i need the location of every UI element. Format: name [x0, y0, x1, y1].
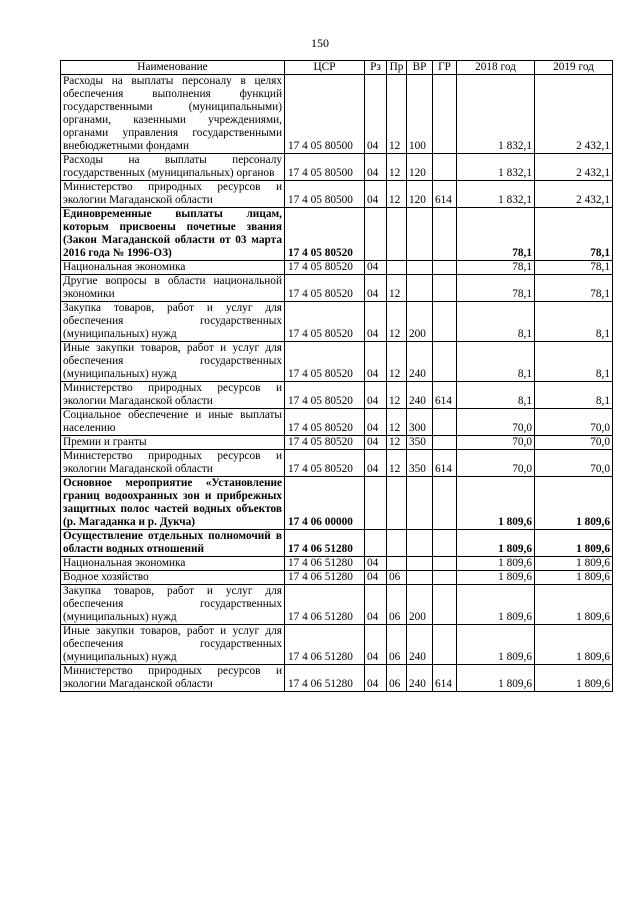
- cell-name: Министерство природных ресурсов и экологии Магаданской области: [61, 181, 285, 208]
- cell-2019: 8,1: [535, 302, 613, 342]
- cell-2019: 1 809,6: [535, 665, 613, 692]
- table-row: [61, 625, 613, 665]
- cell-vr: [407, 571, 433, 585]
- cell-gr: [433, 208, 457, 261]
- cell-rz: 04: [365, 450, 387, 477]
- cell-name: Премии и гранты: [61, 436, 285, 450]
- cell-csr: 17 4 05 80520: [285, 208, 365, 261]
- cell-2018: 8,1: [457, 382, 535, 409]
- cell-pr: 12: [387, 302, 407, 342]
- cell-pr: 06: [387, 571, 407, 585]
- cell-pr: [387, 261, 407, 275]
- cell-rz: 04: [365, 342, 387, 382]
- cell-rz: 04: [365, 571, 387, 585]
- cell-rz: 04: [365, 275, 387, 302]
- budget-table: [60, 60, 613, 692]
- cell-csr: 17 4 05 80520: [285, 342, 365, 382]
- cell-gr: [433, 625, 457, 665]
- cell-pr: 06: [387, 665, 407, 692]
- cell-2019: 1 809,6: [535, 571, 613, 585]
- cell-csr: 17 4 05 80520: [285, 436, 365, 450]
- cell-2018: 1 809,6: [457, 585, 535, 625]
- header-pr: Пр: [387, 61, 407, 75]
- cell-pr: 12: [387, 409, 407, 436]
- cell-2019: 1 809,6: [535, 585, 613, 625]
- cell-pr: [387, 208, 407, 261]
- table-row: [61, 302, 613, 342]
- cell-rz: [365, 208, 387, 261]
- cell-rz: 04: [365, 75, 387, 154]
- table-row: [61, 665, 613, 692]
- cell-gr: [433, 571, 457, 585]
- cell-csr: 17 4 06 51280: [285, 585, 365, 625]
- cell-rz: 04: [365, 557, 387, 571]
- cell-vr: 350: [407, 450, 433, 477]
- cell-vr: 120: [407, 181, 433, 208]
- cell-2019: 1 809,6: [535, 530, 613, 557]
- cell-rz: 04: [365, 154, 387, 181]
- cell-2019: 78,1: [535, 208, 613, 261]
- table-row: [61, 557, 613, 571]
- cell-rz: 04: [365, 585, 387, 625]
- cell-name: Водное хозяйство: [61, 571, 285, 585]
- cell-vr: 200: [407, 302, 433, 342]
- cell-gr: 614: [433, 181, 457, 208]
- table-row: [61, 261, 613, 275]
- cell-rz: 04: [365, 261, 387, 275]
- cell-2018: 70,0: [457, 450, 535, 477]
- cell-csr: 17 4 05 80520: [285, 409, 365, 436]
- cell-csr: 17 4 06 51280: [285, 571, 365, 585]
- cell-rz: 04: [365, 181, 387, 208]
- cell-pr: 12: [387, 342, 407, 382]
- cell-2018: 1 809,6: [457, 571, 535, 585]
- cell-2019: 78,1: [535, 275, 613, 302]
- cell-pr: 12: [387, 154, 407, 181]
- table-row: [61, 75, 613, 154]
- cell-csr: 17 4 06 51280: [285, 665, 365, 692]
- table-header-row: [61, 61, 613, 75]
- header-rz: Рз: [365, 61, 387, 75]
- cell-gr: [433, 275, 457, 302]
- cell-name: Осуществление отдельных полномочий в области водных отношений: [61, 530, 285, 557]
- cell-vr: [407, 208, 433, 261]
- cell-2018: 70,0: [457, 436, 535, 450]
- page-number: 150: [311, 36, 329, 50]
- cell-rz: [365, 477, 387, 530]
- cell-csr: 17 4 06 51280: [285, 557, 365, 571]
- cell-vr: [407, 557, 433, 571]
- cell-csr: 17 4 05 80520: [285, 302, 365, 342]
- cell-2018: 1 809,6: [457, 557, 535, 571]
- cell-2018: 1 809,6: [457, 665, 535, 692]
- cell-vr: 240: [407, 382, 433, 409]
- table-row: [61, 585, 613, 625]
- cell-pr: 12: [387, 436, 407, 450]
- cell-vr: 100: [407, 75, 433, 154]
- cell-csr: 17 4 05 80520: [285, 261, 365, 275]
- header-2019: 2019 год: [535, 61, 613, 75]
- cell-rz: 04: [365, 436, 387, 450]
- cell-gr: [433, 530, 457, 557]
- cell-vr: 120: [407, 154, 433, 181]
- cell-pr: [387, 477, 407, 530]
- cell-rz: 04: [365, 382, 387, 409]
- header-csr: ЦСР: [285, 61, 365, 75]
- table-row: [61, 382, 613, 409]
- cell-rz: 04: [365, 625, 387, 665]
- cell-2018: 1 832,1: [457, 75, 535, 154]
- cell-2018: 78,1: [457, 261, 535, 275]
- cell-csr: 17 4 06 51280: [285, 530, 365, 557]
- cell-vr: 240: [407, 625, 433, 665]
- cell-csr: 17 4 05 80500: [285, 154, 365, 181]
- cell-csr: 17 4 06 51280: [285, 625, 365, 665]
- cell-2018: 70,0: [457, 409, 535, 436]
- cell-vr: 240: [407, 665, 433, 692]
- cell-gr: 614: [433, 665, 457, 692]
- cell-pr: 12: [387, 382, 407, 409]
- cell-gr: [433, 75, 457, 154]
- table-row: [61, 477, 613, 530]
- cell-gr: [433, 585, 457, 625]
- table-row: [61, 208, 613, 261]
- cell-2019: 2 432,1: [535, 154, 613, 181]
- header-2018: 2018 год: [457, 61, 535, 75]
- cell-name: Национальная экономика: [61, 261, 285, 275]
- cell-name: Закупка товаров, работ и услуг для обеспечения государственных (муниципальных) нужд: [61, 302, 285, 342]
- cell-pr: [387, 557, 407, 571]
- cell-gr: [433, 436, 457, 450]
- cell-csr: 17 4 05 80520: [285, 382, 365, 409]
- cell-pr: 06: [387, 585, 407, 625]
- cell-name: Закупка товаров, работ и услуг для обеспечения государственных (муниципальных) нужд: [61, 585, 285, 625]
- cell-csr: 17 4 05 80520: [285, 450, 365, 477]
- cell-pr: [387, 530, 407, 557]
- cell-gr: [433, 477, 457, 530]
- cell-2019: 2 432,1: [535, 181, 613, 208]
- cell-name: Министерство природных ресурсов и экологии Магаданской области: [61, 665, 285, 692]
- cell-2018: 1 832,1: [457, 181, 535, 208]
- cell-name: Иные закупки товаров, работ и услуг для обеспечения государственных (муниципальных) нужд: [61, 625, 285, 665]
- table-row: [61, 436, 613, 450]
- cell-2018: 8,1: [457, 342, 535, 382]
- cell-2018: 78,1: [457, 275, 535, 302]
- cell-rz: 04: [365, 302, 387, 342]
- cell-rz: 04: [365, 665, 387, 692]
- cell-pr: 12: [387, 75, 407, 154]
- cell-2018: 8,1: [457, 302, 535, 342]
- cell-csr: 17 4 05 80500: [285, 181, 365, 208]
- table-row: [61, 181, 613, 208]
- cell-vr: [407, 275, 433, 302]
- cell-pr: 06: [387, 625, 407, 665]
- header-vr: ВР: [407, 61, 433, 75]
- cell-name: Социальное обеспечение и иные выплаты населению: [61, 409, 285, 436]
- cell-name: Министерство природных ресурсов и экологии Магаданской области: [61, 382, 285, 409]
- cell-vr: [407, 530, 433, 557]
- cell-gr: [433, 261, 457, 275]
- header-gr: ГР: [433, 61, 457, 75]
- cell-gr: [433, 154, 457, 181]
- cell-2019: 8,1: [535, 382, 613, 409]
- cell-vr: [407, 261, 433, 275]
- cell-csr: 17 4 05 80500: [285, 75, 365, 154]
- cell-2019: 1 809,6: [535, 557, 613, 571]
- cell-2019: 1 809,6: [535, 625, 613, 665]
- cell-name: Расходы на выплаты персоналу государственных (муниципальных) органов: [61, 154, 285, 181]
- cell-vr: [407, 477, 433, 530]
- cell-pr: 12: [387, 275, 407, 302]
- cell-name: Единовременные выплаты лицам, которым присвоены почетные звания (Закон Магаданской области от 03 марта 2016 года № 1996-ОЗ): [61, 208, 285, 261]
- cell-2018: 78,1: [457, 208, 535, 261]
- table-row: [61, 571, 613, 585]
- cell-2018: 1 809,6: [457, 477, 535, 530]
- table-body: [61, 75, 613, 692]
- cell-2018: 1 809,6: [457, 530, 535, 557]
- cell-gr: [433, 409, 457, 436]
- cell-gr: 614: [433, 382, 457, 409]
- cell-pr: 12: [387, 450, 407, 477]
- cell-2019: 70,0: [535, 450, 613, 477]
- cell-gr: [433, 302, 457, 342]
- header-name: Наименование: [61, 61, 285, 75]
- cell-pr: 12: [387, 181, 407, 208]
- cell-name: Иные закупки товаров, работ и услуг для обеспечения государственных (муниципальных) нужд: [61, 342, 285, 382]
- cell-rz: 04: [365, 409, 387, 436]
- table-row: [61, 154, 613, 181]
- cell-2019: 70,0: [535, 409, 613, 436]
- cell-2019: 78,1: [535, 261, 613, 275]
- table-row: [61, 275, 613, 302]
- table-row: [61, 450, 613, 477]
- table-row: [61, 342, 613, 382]
- cell-gr: 614: [433, 450, 457, 477]
- cell-rz: [365, 530, 387, 557]
- cell-2019: 8,1: [535, 342, 613, 382]
- cell-vr: 350: [407, 436, 433, 450]
- cell-name: Национальная экономика: [61, 557, 285, 571]
- cell-name: Расходы на выплаты персоналу в целях обеспечения выполнения функций государственными (муниципальными) органами, казенными учреждениями, органами управления государственными внебюджетными фондами: [61, 75, 285, 154]
- cell-2018: 1 809,6: [457, 625, 535, 665]
- cell-2018: 1 832,1: [457, 154, 535, 181]
- cell-name: Министерство природных ресурсов и экологии Магаданской области: [61, 450, 285, 477]
- cell-2019: 1 809,6: [535, 477, 613, 530]
- cell-2019: 2 432,1: [535, 75, 613, 154]
- cell-vr: 300: [407, 409, 433, 436]
- cell-2019: 70,0: [535, 436, 613, 450]
- cell-name: Основное мероприятие «Установление границ водоохранных зон и прибрежных защитных полос частей водных объектов (р. Магаданка и р. Дукча): [61, 477, 285, 530]
- cell-csr: 17 4 06 00000: [285, 477, 365, 530]
- table-row: [61, 530, 613, 557]
- cell-gr: [433, 557, 457, 571]
- cell-gr: [433, 342, 457, 382]
- table-row: [61, 409, 613, 436]
- cell-csr: 17 4 05 80520: [285, 275, 365, 302]
- cell-name: Другие вопросы в области национальной экономики: [61, 275, 285, 302]
- cell-vr: 200: [407, 585, 433, 625]
- cell-vr: 240: [407, 342, 433, 382]
